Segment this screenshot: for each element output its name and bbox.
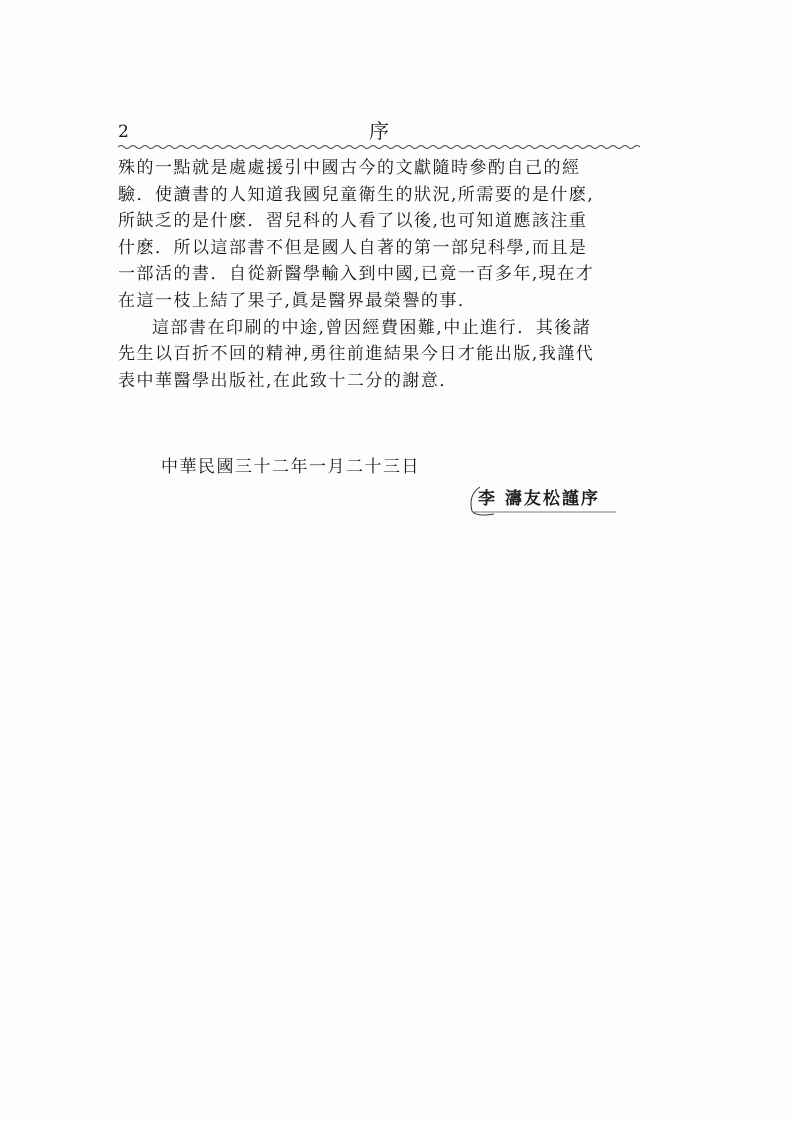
- signature-text: 李 濤友松謹序: [478, 489, 600, 509]
- preface-body: [118, 155, 643, 394]
- text-line: 表中華醫學出版社,在此致十二分的謝意．: [118, 370, 458, 391]
- text-line: 這部書在印刷的中途,曾因經費困難,中止進行．其後諸: [152, 317, 592, 338]
- header-wavy-rule: [118, 144, 640, 150]
- page-number: 2: [118, 122, 129, 142]
- page-header: [118, 119, 640, 144]
- author-signature: [466, 481, 646, 519]
- text-line: 驗．使讀書的人知道我國兒童衛生的狀況,所需要的是什麽,: [118, 184, 595, 205]
- running-head: 序: [369, 119, 389, 143]
- preface-date: 中華民國三十二年一月二十三日: [161, 457, 420, 477]
- text-line: 殊的一點就是處處援引中國古今的文獻隨時參酌自己的經: [118, 158, 581, 178]
- text-line: 什麽．所以這部書不但是國人自著的第一部兒科學,而且是: [118, 237, 588, 258]
- text-line: 先生以百折不回的精神,勇往前進結果今日才能出版,我謹代: [118, 344, 595, 365]
- text-line: 在這一枝上結了果子,眞是醫界最榮譽的事．: [118, 290, 477, 311]
- text-line: 所缺乏的是什麽．習兒科的人看了以後,也可知道應該注重: [118, 211, 588, 232]
- text-line: 一部活的書．自從新醫學輸入到中國,已竟一百多年,現在才: [118, 264, 595, 285]
